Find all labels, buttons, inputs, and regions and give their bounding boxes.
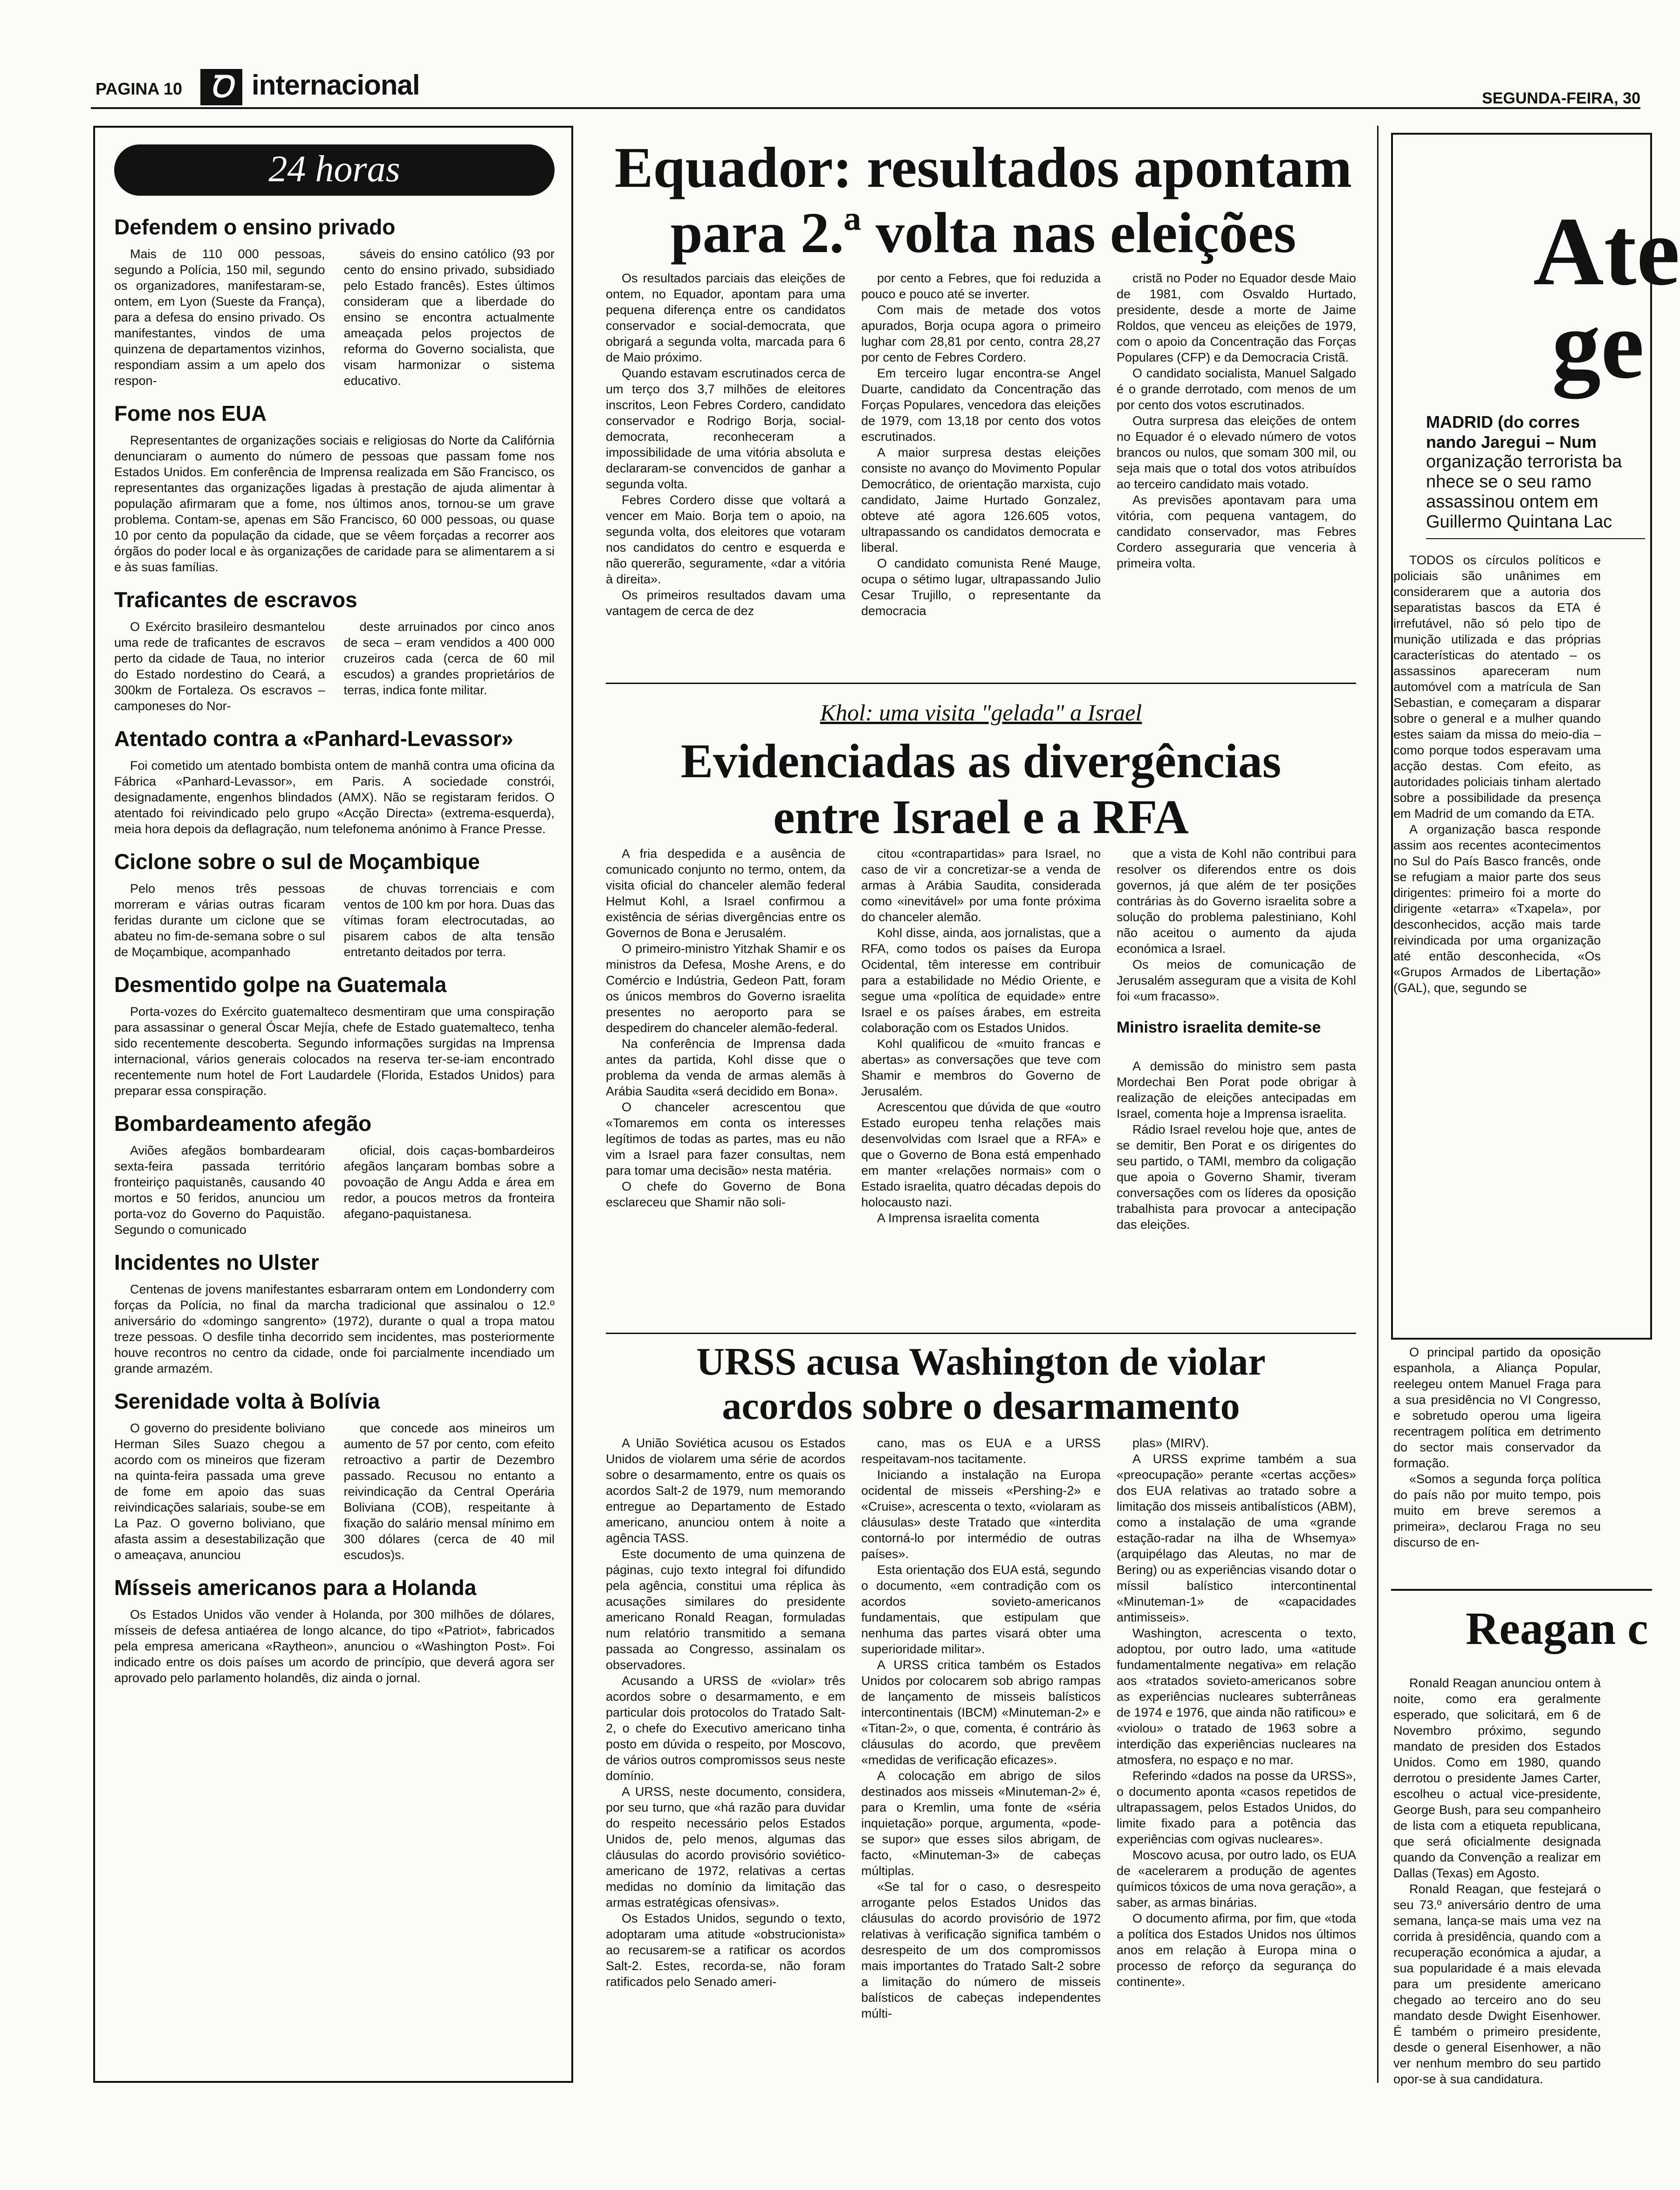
paragraph: cristã no Poder no Equador desde Maio de 1981, com Osvaldo Hurtado, presidente, desde a morte de Jaime Roldos, que venceu as eleições de 1979, com o apoio da Concentração das Forças Populares (CFP) e da Democracia Cristã. (1117, 271, 1356, 364)
paragraph: por cento a Febres, que foi reduzida a pouco e pouco até se inverter. (861, 271, 1101, 301)
paragraph: O principal partido da oposição espanhola, a Aliança Popular, reelegeu ontem Manuel Fraga para a sua presidência no VI Congresso, e sobretudo operou uma ligeira recentragem política em detrimento do sector mais conservador da formação. (1393, 1345, 1601, 1470)
paragraph: Acusando a URSS de «violar» três acordos sobre o desarmamento, e em particular dois protocolos do Tratado Salt-2, o chefe do Executivo americano tinha posto em dúvida o respeito, por Moscovo, de vários outros compromissos seus neste domínio. (606, 1674, 845, 1783)
eta-headline-line2: ge (1552, 291, 1645, 399)
paragraph: oficial, dois caças-bombardeiros afegãos lançaram bombas sobre a povoação de Angu Adda e área em redor, a poucos metros da fronteira afegano-paquistanesa. (343, 1143, 555, 1221)
eta-lead-line: nhece se o seu ramo (1426, 472, 1591, 492)
paragraph: Aviões afegãos bombardearam sexta-feira passada território fronteiriço paquistanês, causando 40 mortos e 50 feridos, anunciou um porta-voz do Governo do Paquistão. Segundo o comunicado (114, 1143, 325, 1237)
sidebar-story-column (344, 619, 555, 714)
paragraph: Outra surpresa das eleições de ontem no Equador é o elevado número de votos brancos ou nulos, que somam 300 mil, ou seja mais que o total dos votos atribuídos ao terceiro candidato mais votado. (1117, 414, 1356, 491)
sidebar-story-column (114, 1143, 325, 1238)
sidebar-story-column (344, 246, 555, 389)
sidebar-story-column (114, 246, 325, 389)
paragraph: Febres Cordero disse que voltará a vencer em Maio. Borja tem o apoio, na segunda volta, dos eleitores que votaram nos candidatos do centro e esquerda e não quererão, seguramente, «dar a vitória à direita». (606, 493, 845, 586)
equador-headline-line2: para 2.ª volta nas eleições (670, 201, 1296, 265)
israel-subhead: Ministro israelita demite-se (1117, 1019, 1321, 1036)
paragraph: A demissão do ministro sem pasta Mordechai Ben Porat pode obrigar à realização de eleições antecipadas em Israel, comenta hoje a Imprensa israelita. (1117, 1059, 1356, 1121)
paragraph: TODOS os círculos políticos e policiais são unânimes em considerarem que a autoria dos separatistas bascos da ETA é irrefutável, não só pelo tipo de munição utilizada e das próprias características do atentado – os assassinos apareceram num automóvel com a matrícula de San Sebastian, e começaram a disparar sobre o general e a mulher quando estes saiam da missa do meio-dia – como porque todos esperavam uma acção destas. Com efeito, as autoridades policiais tinham alertado sobre a possibilidade da presença em Madrid de um comando da ETA. (1393, 553, 1601, 821)
paragraph: Quando estavam escrutinados cerca de um terço dos 3,7 milhões de eleitores inscritos, Leon Febres Cordero, candidato conservador e Rodrigo Borja, social-democrata, reconheceram a impossibilidade de uma vitória absoluta e declararam-se convencidos de ganhar a segunda volta. (606, 366, 845, 491)
urss-article (606, 1435, 1356, 2087)
israel-headline-line1: Evidenciadas as divergências (680, 734, 1282, 788)
sidebar-story (114, 1250, 555, 1376)
paragraph: Os Estados Unidos, segundo o texto, adoptaram uma atitude «obstrucionista» ao recusarem-se a ratificar os acordos Salt-2. Estes, recorda-se, não foram ratificados pelo Senado ameri- (606, 1911, 845, 1989)
paragraph: A União Soviética acusou os Estados Unidos de violarem uma série de acordos sobre o desarmamento, entre os quais os acordos Salt-2 de 1979, num memorando entregue ao Departamento de Estado americano, anunciou ontem à noite a agência TASS. (606, 1436, 845, 1545)
paragraph: A URSS, neste documento, considera, por seu turno, que «há razão para duvidar do respeito necessário pelos Estados Unidos de, pelo menos, algumas das cláusulas do acordo provisório soviético-americano de 1972, relativas a certas medidas no domínio da limitação das armas estratégicas ofensivas». (606, 1785, 845, 1909)
sidebar-story-body (114, 1004, 555, 1099)
paragraph: A maior surpresa destas eleições consiste no avanço do Movimento Popular Democrático, de orientação marxista, cujo candidato, Jaime Hurtado Gonzalez, obteve até agora 126.605 votos, ultrapassando os candidatos democrata e liberal. (861, 445, 1101, 554)
paragraph: cano, mas os EUA e a URSS respeitavam-nos tacitamente. (861, 1436, 1101, 1466)
sidebar-story (114, 1389, 555, 1563)
paragraph: Centenas de jovens manifestantes esbarraram ontem em Londonderry com forças da Polícia, no final da marcha tradicional que assinalou o 12.º aniversário do «domingo sangrento» (1972), durante o qual a tropa matou treze pessoas. O desfile tinha decorrido sem incidentes, mas posteriormente houve recontros no centro da cidade, onde foi parcialmente incendiado um grande armazém. (114, 1282, 555, 1376)
paragraph: Ronald Reagan anunciou ontem à noite, como era geralmente esperado, que solicitará, em 6 de Novembro próximo, segundo mandato de presiden dos Estados Unidos. Como em 1980, quando derrotou o presidente James Carter, escolheu o actual vice-presidente, George Bush, para seu companheiro de lista com a etiqueta republicana, que será oficialmente designada quando da Convenção a realizar em Dallas (Texas) em Agosto. (1393, 1676, 1601, 1880)
sidebar-story (114, 401, 555, 575)
eta-lead-line: organização terrorista ba (1426, 452, 1622, 472)
israel-headline-line2: entre Israel e a RFA (773, 790, 1189, 844)
sidebar-story-headline: Serenidade volta à Bolívia (114, 1389, 380, 1413)
eta-dateline: MADRID (do corres (1426, 412, 1580, 431)
article-column (1117, 846, 1356, 1321)
paragraph: O primeiro-ministro Yitzhak Shamir e os ministros da Defesa, Moshe Arens, e do Comércio e Indústria, Gedeon Patt, foram os únicos membros do Governo israelita presentes no aeroporto para se despedirem do chanceler alemão-federal. (606, 942, 845, 1035)
paragraph: Em terceiro lugar encontra-se Angel Duarte, candidato da Concentração das Forças Populares, vencedora das eleições de 1979, com 13,18 por cento dos votos escrutinados. (861, 366, 1101, 444)
eta-lead-line: Guillermo Quintana Lac (1426, 512, 1612, 532)
sidebar-story-body (114, 1607, 555, 1686)
sidebar-story-headline: Atentado contra a «Panhard-Levassor» (114, 726, 514, 751)
paragraph: Mais de 110 000 pessoas, segundo a Polícia, 150 mil, segundo os organizadores, manifestaram-se, ontem, em Lyon (Sueste da França), para a defesa do ensino privado. Os manifestantes, vindos de uma quinzena de departamentos vizinhos, respondiam assim a um apelo dos respon- (114, 247, 325, 388)
eta-lead (1426, 452, 1650, 532)
paragraph: Foi cometido um atentado bombista ontem de manhã contra uma oficina da Fábrica «Panhard-Levassor», em Paris. A sociedade constrói, designadamente, engenhos blindados (AMX). Não se registaram feridos. O atentado foi reivindicado pelo grupo «Acção Directa» (extrema-esquerda), meia hora depois da deflagração, num telefonema anónimo à France Presse. (114, 759, 555, 836)
header-rule (91, 107, 1640, 109)
paragraph: Kohl disse, ainda, aos jornalistas, que a RFA, como todos os países da Europa Ocidental, têm interesse em contribuir para a estabilidade no Médio Oriente, e segue uma «política de equidade» entre Israel e os países árabes, em estreita colaboração com os Estados Unidos. (861, 926, 1101, 1035)
paragraph: que a vista de Kohl não contribui para resolver os diferendos entre os dois governos, já que além de ter posições contrárias às do Governo israelita sobre a solução do problema palestiniano, Kohl não aceitou o aumento da ajuda económica a Israel. (1117, 847, 1356, 956)
paragraph: Os resultados parciais das eleições de ontem, no Equador, apontam para uma pequena diferença entre os candidatos conservador e social-democrata, que obrigará a segunda volta, marcada para 6 de Maio próximo. (606, 271, 845, 364)
article-column (861, 846, 1101, 1321)
paragraph: A Imprensa israelita comenta (877, 1211, 1040, 1225)
paragraph: de chuvas torrenciais e com ventos de 100 km por hora. Duas das vítimas foram electrocutadas, ao pisarem cabos de alta tensão entretanto deitados por terra. (343, 882, 555, 959)
sidebar-story (114, 1575, 555, 1686)
eta-headline-line1: Ate (1533, 198, 1680, 306)
eta-lead-rule (1426, 538, 1645, 539)
israel-kicker: Khol: uma visita "gelada" a Israel (820, 699, 1142, 725)
paragraph: Iniciando a instalação na Europa ocidental de misseis «Pershing-2» e «Cruise», acrescenta o texto, «violaram as cláusulas» deste Tratado que «interdita contorná-lo por intermédio de outras países». (861, 1468, 1101, 1561)
sidebar-story-column (114, 619, 325, 714)
paragraph: citou «contrapartidas» para Israel, no caso de vir a concretizar-se a venda de armas à Arábia Saudita, considerada como «inevitável» por uma fonte próxima do chanceler alemão. (861, 847, 1101, 924)
sidebar-story-column (344, 1143, 555, 1238)
paragraph: Representantes de organizações sociais e religiosas do Norte da Califórnia denunciaram o aumento do número de pessoas que passam fome nos Estados Unidos. Em conferência de Imprensa realizada em São Francisco, os representantes das organizações ligadas à prestação de ajuda alimentar à população afirmaram que a fome, nos últimos anos, tornou-se um grave problema. Contam-se, apenas em São Francisco, 60 000 pessoas, ou quase 10 por cento da população da cidade, que se vêem forçadas a recorrer aos órgãos do poder local e às organizações de caridade para se alimentarem a si e às suas famílias. (114, 433, 555, 574)
article-column (861, 270, 1101, 676)
paragraph: Acrescentou que dúvida de que «outro Estado europeu tenha relações mais desenvolvidas com Israel que a RFA» e que o Governo de Bona está empenhado em manter «relações normais» com o Estado israelita, quatro décadas depois do holocausto nazi. (861, 1100, 1101, 1209)
section-title: internacional (252, 69, 420, 101)
paragraph: deste arruinados por cinco anos de seca – eram vendidos a 400 000 cruzeiros cada (cerca de 60 mil escudos) a grandes proprietários de terras, indica fonte militar. (343, 620, 555, 697)
sidebar-story-headline: Mísseis americanos para a Holanda (114, 1575, 477, 1600)
paragraph: A colocação em abrigo de silos destinados aos misseis «Minuteman-2» é, para o Kremlin, uma fonte de «séria inquietação» porque, argumenta, «pode-se supor» que esses silos abrigam, de facto, «Minuteman-3» de cabeças múltiplas. (861, 1769, 1101, 1878)
sidebar-story (114, 1111, 555, 1238)
sidebar-story (114, 849, 555, 960)
paragraph: «Somos a segunda força política do país não por muito tempo, pois muito em breve seremos a primeira», declarou Fraga no seu discurso de en- (1393, 1472, 1601, 1549)
sidebar-story-column (114, 881, 325, 960)
israel-bottom-rule (606, 1333, 1356, 1334)
sidebar-story-headline: Bombardeamento afegão (114, 1111, 372, 1136)
sidebar-story (114, 726, 555, 837)
reagan-article (1393, 1675, 1601, 2094)
paragraph: O governo do presidente boliviano Herman Siles Suazo chegou a acordo com os mineiros que fizeram na quinta-feira passada uma greve de fome em apoio das suas reivindicações salariais, soube-se em La Paz. O governo boliviano, que afasta assim a desestabilização que o ameaçava, anunciou (114, 1421, 325, 1562)
article-column (606, 270, 845, 676)
column-divider (1377, 126, 1378, 2083)
page-number: PAGINA 10 (96, 79, 183, 98)
sidebar-story-headline: Fome nos EUA (114, 401, 267, 425)
sidebar-story (114, 214, 555, 389)
eta-body (1393, 552, 1601, 1330)
paragraph: O documento afirma, por fim, que «toda a política dos Estados Unidos nos últimos anos em relação à Europa mina o processo de reforço da segurança do continente». (1117, 1911, 1356, 1989)
sidebar-story (114, 587, 555, 714)
paragraph: Na conferência de Imprensa dada antes da partida, Kohl disse que o problema da venda de armas alemãs à Arábia Saudita «será decidido em Bona». (606, 1037, 845, 1098)
equador-headline-line1: Equador: resultados apontam (614, 136, 1352, 199)
paragraph: Moscovo acusa, por outro lado, os EUA de «acelerarem a produção de agentes químicos tóxicos de uma nova geração», a saber, as armas binárias. (1117, 1848, 1356, 1909)
sidebar-story-headline: Ciclone sobre o sul de Moçambique (114, 849, 480, 874)
sidebar-story-column (114, 1420, 325, 1563)
sidebar-story-headline: Incidentes no Ulster (114, 1250, 319, 1274)
paragraph: que concede aos mineiros um aumento de 57 por cento, com efeito retroactivo a partir de Dezembro passado. Recusou no entanto a reivindicação da Central Operária Boliviana (COB), respeitante à fixação do salário mensal mínimo em 300 dólares (cerca de 40 mil escudos)s. (343, 1421, 555, 1562)
paragraph: O chefe do Governo de Bona esclareceu que Shamir não soli- (606, 1179, 845, 1209)
paragraph: Kohl qualificou de «muito francas e abertas» as conversações que teve com Shamir e membros do Governo de Jerusalém. (861, 1037, 1101, 1098)
sidebar-stories (114, 214, 555, 1698)
israel-article (606, 846, 1356, 1321)
paragraph: sáveis do ensino católico (93 por cento do ensino privado, subsidiado pelo Estado francês). Estes últimos consideram que a liberdade do ensino se encontra actualmente ameaçada pelos projectos de reforma do Governo socialista, que visam harmonizar o sistema educativo. (343, 247, 555, 388)
sidebar-story-column (344, 881, 555, 960)
paragraph: A URSS exprime também a sua «preocupação» perante «certas acções» dos EUA relativas ao tratado sobre a limitação dos misseis antibalísticos (ABM), como a instalação de uma «grande estação-radar na ilha de Whsemya» (arquipélago das Aleutas, no mar de Bering) ou as experiências visando dotar o míssil balístico intercontinental «Minuteman-1» de «capacidades antimisseis». (1117, 1452, 1356, 1624)
urss-headline-line1: URSS acusa Washington de violar (696, 1340, 1266, 1383)
sidebar-story-body (114, 1281, 555, 1376)
eta-byline: nando Jaregui – Num (1426, 432, 1597, 452)
article-column (1117, 270, 1356, 676)
paragraph: Washington, acrescenta o texto, adoptou, por outro lado, uma «atitude fundamentalmente negativa» em relação aos «tratados sovieto-americanos sobre as experiências nucleares subterrâneas de 1974 e 1976, que ainda não ratificou» e «violou» o tratado de 1963 sobre a interdição das experiências nucleares na atmosfera, no espaço e no mar. (1117, 1626, 1356, 1767)
paragraph: Esta orientação dos EUA está, segundo o documento, «em contradição com os acordos sovieto-americanos fundamentais, que estipulam que nenhuma das partes visará obter uma superioridade militar». (861, 1563, 1101, 1656)
sidebar-story-body (114, 758, 555, 837)
page-date: SEGUNDA-FEIRA, 30 (1481, 89, 1640, 107)
paragraph: Referindo «dados na posse da URSS», o documento aponta «casos repetidos de ultrapassagem, pelos Estados Unidos, do limite fixado para a potência das experiências com ogivas nucleares». (1117, 1769, 1356, 1846)
equador-article (606, 270, 1356, 676)
paragraph: Pelo menos três pessoas morreram e várias outras ficaram feridas durante um ciclone que se abateu no fim-de-semana sobre o sul de Moçambique, acompanhado (114, 882, 325, 959)
paragraph: Os meios de comunicação de Jerusalém asseguram que a visita de Kohl foi «um fracasso». (1117, 958, 1356, 1003)
sidebar-story-body (114, 432, 555, 575)
paragraph: A organização basca responde assim aos recentes acontecimentos no Sul do País Basco francês, onde se refugiam a maior parte dos seus dirigentes: primeiro foi a morte do dirigente «etarra» «Txapela», por desconhecidos, acção mais tarde reivindicada por uma organização até então desconhecida, «Os «Grupos Armados de Libertação» (GAL), que, segundo se (1393, 822, 1601, 995)
paragraph: O candidato comunista René Mauge, ocupa o sétimo lugar, ultrapassando Julio Cesar Trujillo, o representante da democracia (861, 556, 1101, 618)
article-column (1117, 1435, 1356, 2087)
fraga-article (1393, 1344, 1601, 1596)
sidebar-story (114, 972, 555, 1099)
sidebar-story-headline: Desmentido golpe na Guatemala (114, 972, 447, 997)
reagan-headline: Reagan c (1466, 1602, 1648, 1654)
reagan-top-rule (1391, 1589, 1652, 1591)
paragraph: A fria despedida e a ausência de comunicado conjunto no termo, ontem, da visita oficial do chanceler alemão federal Helmut Kohl, a Israel confirmou a existência de sérias divergências entre os Governos de Bona e Jerusalém. (606, 847, 845, 940)
paragraph: Os Estados Unidos vão vender à Holanda, por 300 milhões de dólares, mísseis de defesa antiaérea de longo alcance, do tipo «Patriot», fabricados pela empresa americana «Raytheon», anunciou o «Washington Post». Foi indicado entre os dois países um acordo de princípio, que deverá agora ser aprovado pelo parlamento holandês, diz ainda o jornal. (114, 1608, 555, 1685)
article-column (606, 1435, 845, 2087)
paragraph: Ronald Reagan, que festejará o seu 73.º aniversário dentro de uma semana, lança-se mais uma vez na corrida à presidência, quando com a recuperação económica a ajudar, a sua popularidade é a mais elevada para um presidente americano chegado ao terceiro ano do seu mandato desde Dwight Eisenhower. É também o primeiro presidente, desde o general Eisenhower, a não ver nenhum membro do seu partido opor-se à sua candidatura. (1393, 1882, 1601, 2086)
paragraph: Rádio Israel revelou hoje que, antes de se demitir, Ben Porat e os dirigentes do seu partido, o TAMI, membro da coligação que apoia o Governo Shamir, tiveram conversações com os líderes da oposição trabalhista para provocar a antecipação das eleições. (1117, 1122, 1356, 1232)
paragraph: As previsões apontavam para uma vitória, com pequena vantagem, do candidato conservador, mas Febres Cordero asseguraria que venceria à primeira volta. (1117, 493, 1356, 570)
paragraph: «Se tal for o caso, o desrespeito arrogante pelos Estados Unidos das cláusulas do acordo provisório de 1972 relativas à verificação significa também o desrespeito de um dos compromissos mais importantes do Tratado Salt-2 sobre a limitação do número de misseis balísticos de cabeças independentes múlti- (861, 1880, 1101, 2020)
paragraph: plas» (MIRV). (1132, 1436, 1209, 1450)
paragraph: O chanceler acrescentou que «Tomaremos em conta os interesses legítimos de todas as partes, mas eu não vim a Israel para fazer consultas, nem para tomar uma decisão» nesta matéria. (606, 1100, 845, 1177)
sidebar-story-column (344, 1420, 555, 1563)
newspaper-logo-icon: Ꝺ (200, 69, 242, 105)
paragraph: Os primeiros resultados davam uma vantagem de cerca de dez (606, 588, 845, 618)
paragraph: O Exército brasileiro desmantelou uma rede de traficantes de escravos perto da cidade de Taua, no interior do Estado nordestino do Ceará, a 300km de Fortaleza. Os escravos – camponeses do Nor- (114, 620, 325, 713)
sidebar-story-headline: Defendem o ensino privado (114, 215, 396, 239)
sidebar-title: 24 horas (268, 149, 400, 190)
eta-lead-line: assassinou ontem em (1426, 492, 1598, 512)
urss-headline-line2: acordos sobre o desarmamento (722, 1384, 1240, 1428)
paragraph: Porta-vozes do Exército guatemalteco desmentiram que uma conspiração para assassinar o general Óscar Mejía, chefe de Estado guatemalteco, tenha sido recentemente descoberta. Segundo informações surgidas na Imprensa internacional, vários generais colocados na reserva ter-se-iam encontrado recentemente num hotel de Fort Laudardele (Florida, Estados Unidos) para preparar essa conspiração. (114, 1005, 555, 1098)
article-column (861, 1435, 1101, 2087)
paragraph: Este documento de uma quinzena de páginas, cujo texto integral foi difundido pela agência, constitui uma réplica às acusações similares do presidente americano Ronald Reagan, formuladas num relatório transmitido a semana passada ao Congresso, assinalam os observadores. (606, 1547, 845, 1672)
equador-bottom-rule (606, 683, 1356, 684)
paragraph: Com mais de metade dos votos apurados, Borja ocupa agora o primeiro lughar com 28,81 por cento, contra 28,27 por cento de Febres Cordero. (861, 303, 1101, 364)
article-column (606, 846, 845, 1321)
paragraph: A URSS critica também os Estados Unidos por colocarem sob abrigo rampas de lançamento de misseis balísticos intercontinentais (IBCM) «Minuteman-2» e «Titan-2», o que, comenta, é contrário às cláusulas do acordo, que prevêem «medidas de verificação eficazes». (861, 1658, 1101, 1767)
paragraph: O candidato socialista, Manuel Salgado é o grande derrotado, com menos de um por cento dos votos escrutinados. (1117, 366, 1356, 412)
sidebar-story-headline: Traficantes de escravos (114, 588, 357, 612)
